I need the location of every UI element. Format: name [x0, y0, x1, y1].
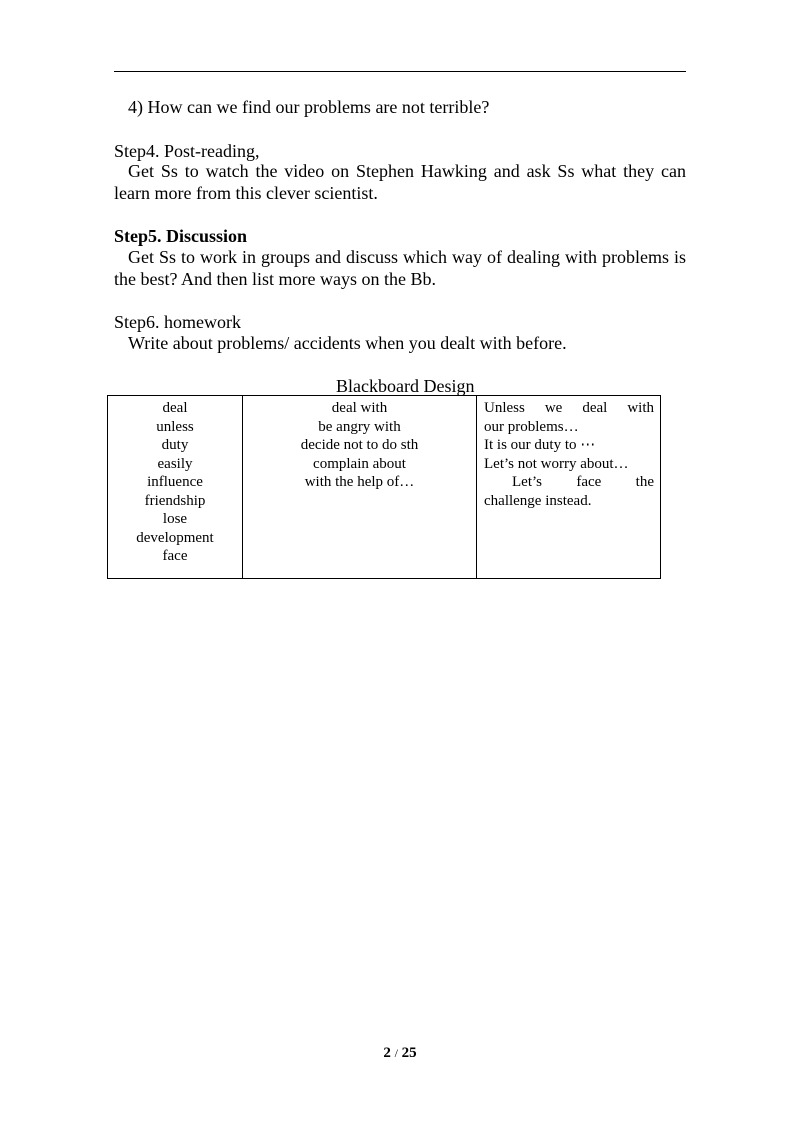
step6-body: Write about problems/ accidents when you dealt with before.	[128, 333, 567, 353]
word-item: unless	[156, 418, 194, 435]
header-rule	[114, 71, 686, 72]
step4-body: Get Ss to watch the video on Stephen Hawking and ask Ss what they can learn more from this clever scientist.	[114, 161, 686, 203]
blackboard-table	[107, 395, 661, 579]
word-item: lose	[162, 511, 188, 527]
phrase-item: with the help of…	[304, 474, 415, 490]
word-item: duty	[161, 437, 189, 453]
step5-title: Step5. Discussion	[114, 226, 248, 246]
word-item: development	[136, 529, 214, 546]
step6-title: Step6. homework	[114, 312, 241, 332]
word-item: friendship	[144, 492, 206, 509]
sentence-line: our problems…	[484, 418, 579, 435]
phrase-item: complain about	[313, 455, 406, 472]
sentence-line: It is our duty to ⋯	[484, 437, 596, 453]
sentences-column	[477, 396, 660, 578]
phrase-item: deal with	[331, 400, 388, 416]
word-item: influence	[147, 474, 203, 490]
sentence-line: Let’s face the	[512, 474, 654, 490]
sentence-line: Let’s not worry about…	[484, 455, 629, 472]
page-number	[0, 1045, 800, 1062]
step4-title: Step4. Post-reading,	[114, 141, 260, 161]
sentence-line: Unless we deal with	[484, 400, 654, 416]
current-page: 2	[383, 1045, 391, 1061]
word-item: easily	[157, 455, 193, 472]
phrase-item: decide not to do sth	[300, 437, 419, 453]
question-4: 4) How can we find our problems are not terrible?	[128, 97, 490, 117]
blackboard-title: Blackboard Design	[336, 376, 475, 396]
phrases-column	[243, 396, 477, 578]
page-separator: /	[394, 1046, 398, 1060]
word-item: face	[162, 548, 188, 564]
sentence-line: challenge instead.	[484, 492, 592, 509]
step5-body: Get Ss to work in groups and discuss which way of dealing with problems is the best? And then list more ways on the Bb.	[114, 247, 686, 289]
total-pages: 25	[401, 1045, 417, 1061]
words-column	[108, 396, 243, 578]
phrase-item: be angry with	[318, 418, 401, 435]
word-item: deal	[162, 400, 188, 416]
